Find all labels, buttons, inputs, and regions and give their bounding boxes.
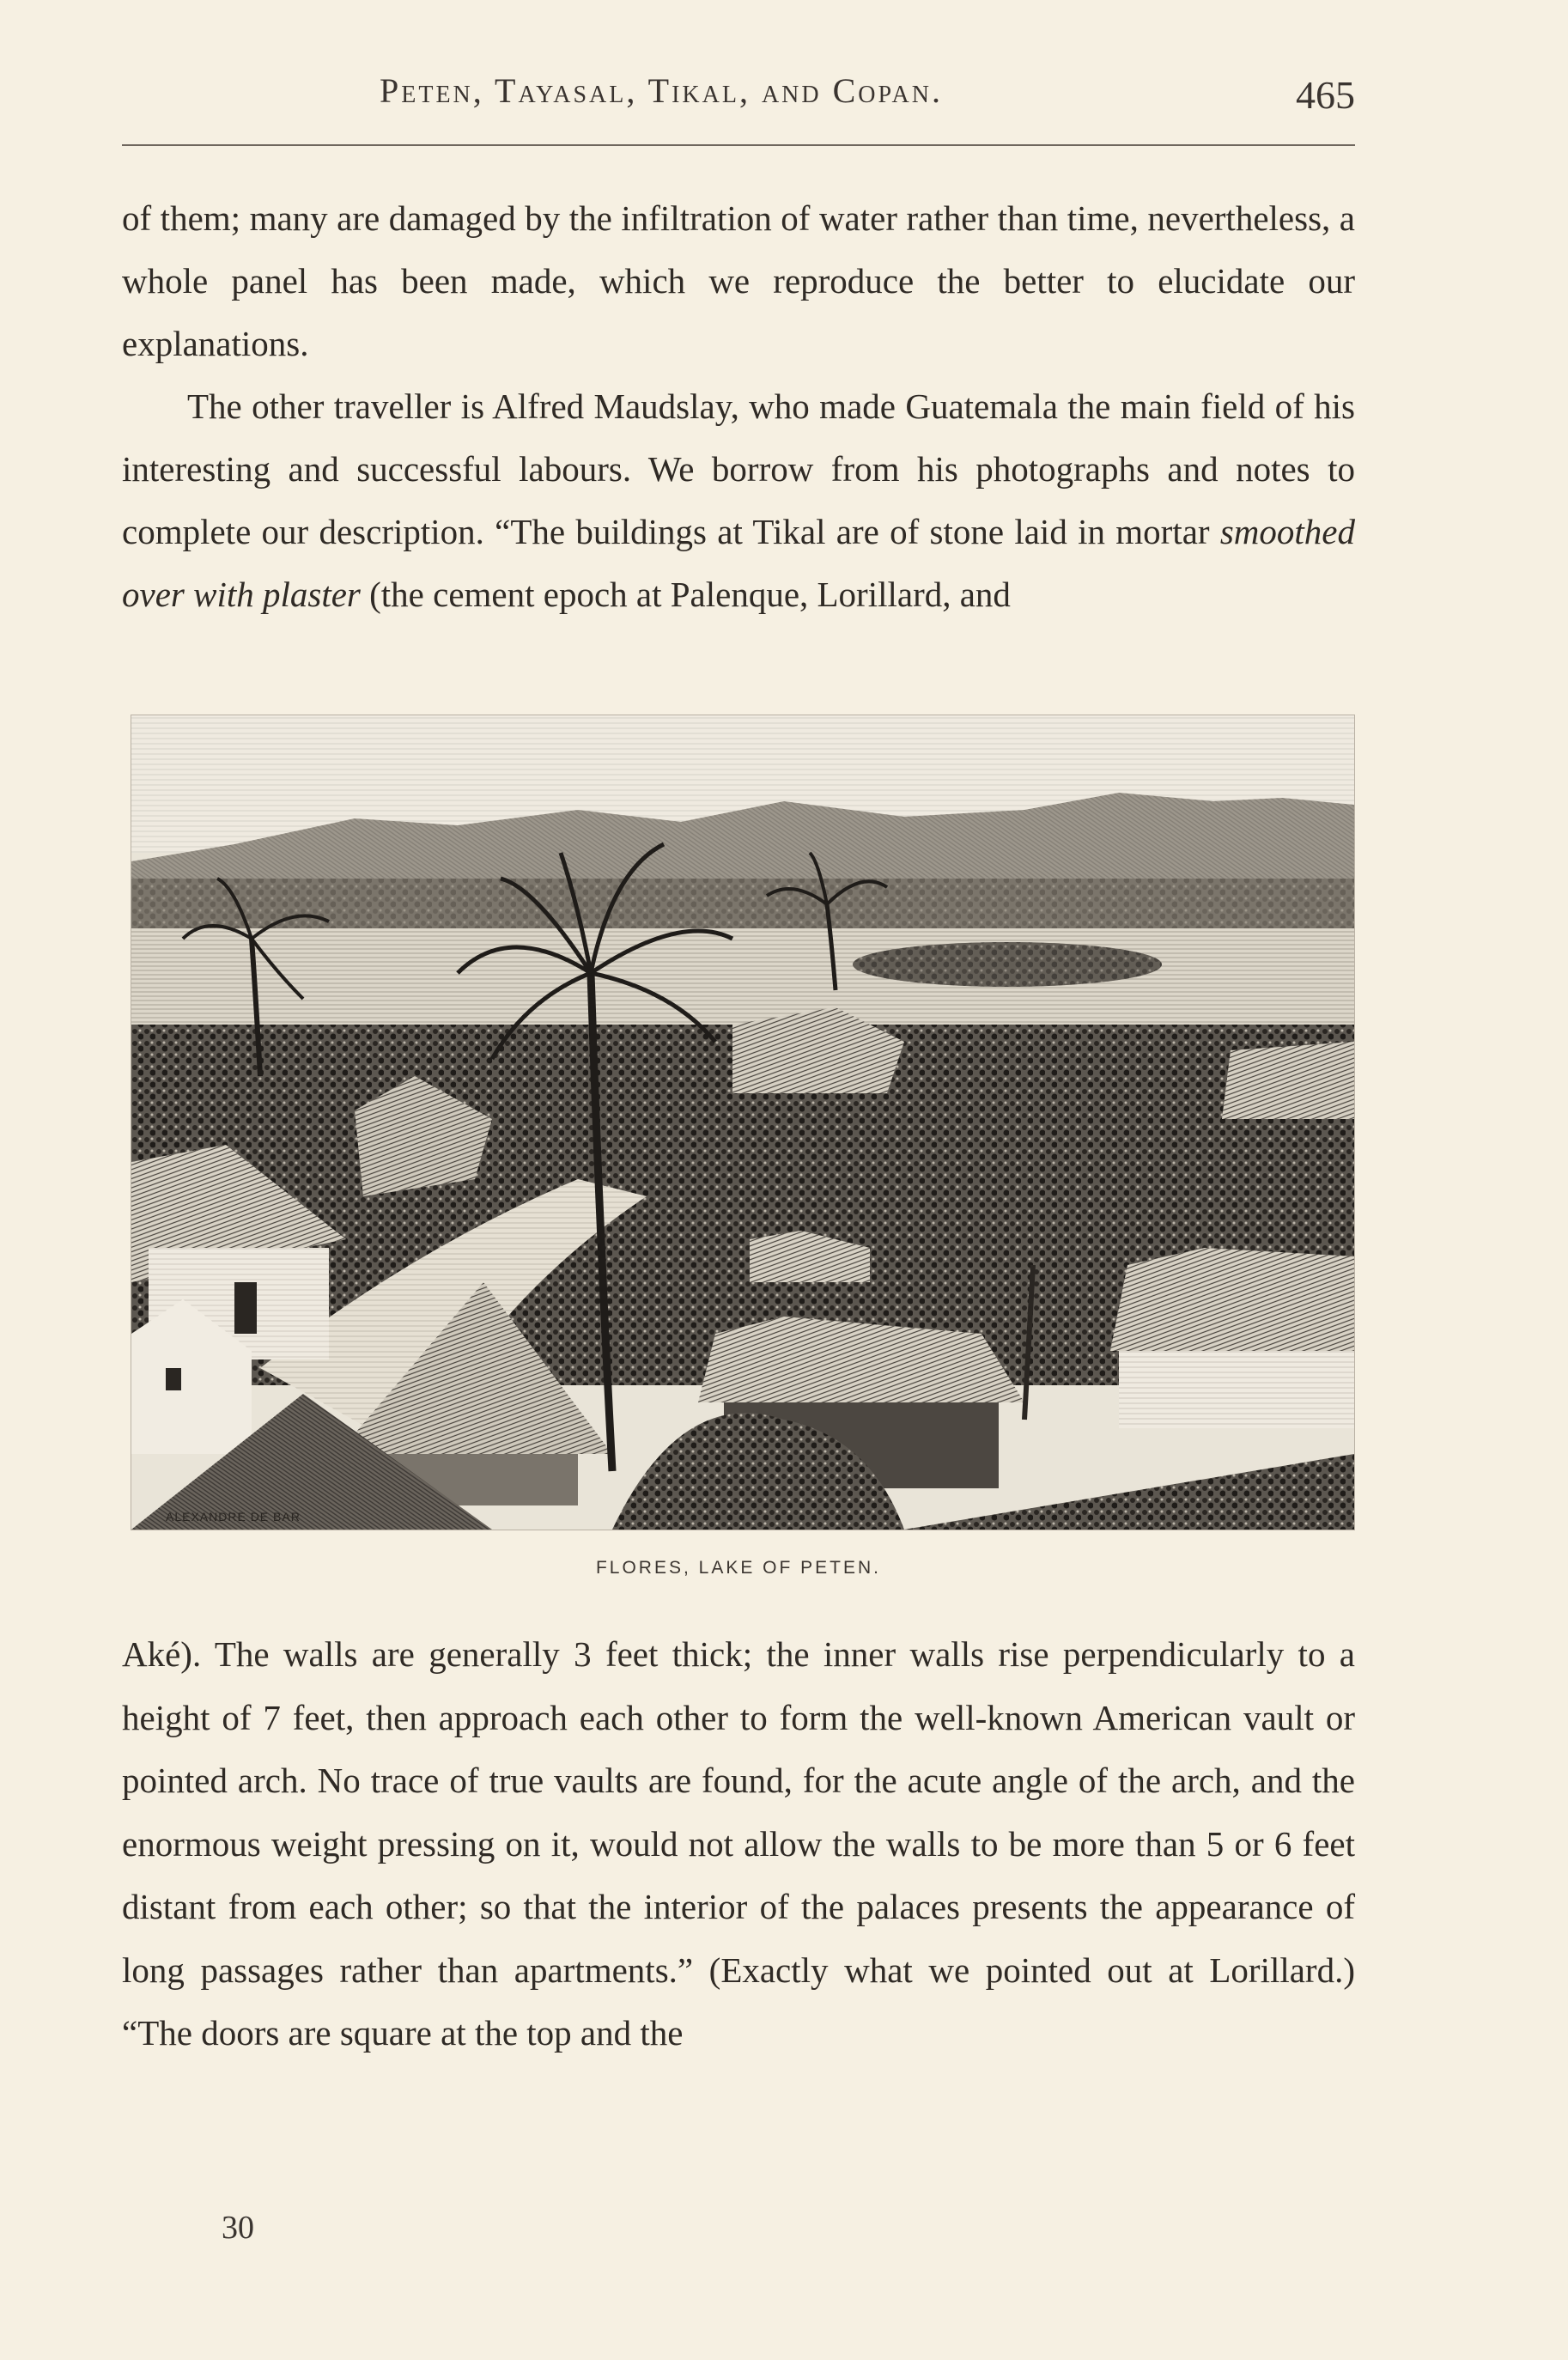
paragraph-3: Aké). The walls are generally 3 feet thick; the inner walls rise perpendicularly to a height of 7 feet, then approach each other to form the well-known American vault or pointed arch. No trace of true vaults are found, for the acute angle of the arch, and the enormous weight pressing on it, would not allow the walls to be more than 5 or 6 feet distant from each other; so that the interior of the palaces presents the appearance of long passages rather than apartments.” (Exactly what we pointed out at Lorillard.) “The doors are square at the top and the [122,1634,1355,2053]
paragraph-2-tail: (the cement epoch at Palenque, Lorillard, and [360,575,1011,614]
engraving-illustration [131,715,1355,1530]
engraving-drawing [131,715,1354,1530]
paragraph-2-italic: smoothed over with plaster [122,512,1355,614]
header-rule [122,144,1355,146]
body-text-bottom [122,1623,1355,2065]
paragraph-2 [122,375,1355,626]
paragraph-2-text: The other traveller is Alfred Maudslay, who made Guatemala the main field of his interesting and successful labours. We borrow from his photographs and notes to complete our description. “The buildings at Tikal are of stone laid in mortar [122,386,1355,551]
running-title: Peten, Tayasal, Tikal, and Copan. [380,71,943,110]
running-head [122,60,1355,120]
body-text-top [122,187,1355,626]
paragraph-1: of them; many are damaged by the infiltration of water rather than time, nevertheless, a whole panel has been made, which we reproduce the better to elucidate our explanations. [122,198,1355,363]
signature-mark: 30 [222,2210,254,2246]
engraver-signature: ALEXANDRE DE BAR [166,1510,301,1524]
figure-caption: FLORES, LAKE OF PETEN. [595,1558,882,1578]
page-number: 465 [1296,73,1355,117]
